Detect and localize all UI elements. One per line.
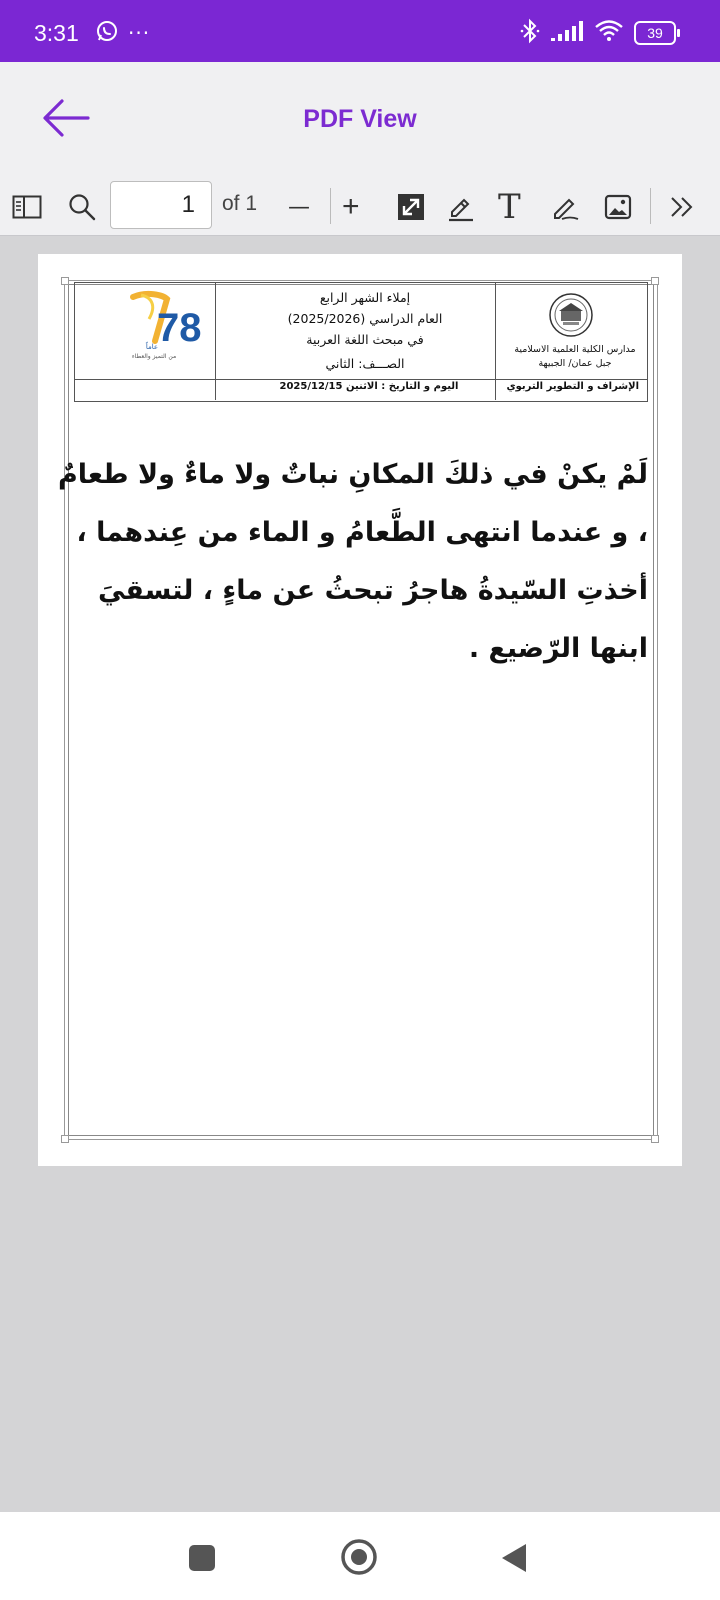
anniversary-logo-cell	[75, 283, 216, 379]
school-cell	[495, 283, 647, 379]
overflow-dots: ···	[128, 21, 151, 45]
grade: الصـــف: الثاني	[325, 356, 405, 371]
date-line: اليوم و التاريخ : الاثنين 2025/12/15	[279, 381, 459, 392]
zoom-out-button[interactable]: —	[288, 194, 310, 220]
back-icon[interactable]	[500, 1542, 528, 1578]
logo-number: 78	[157, 306, 202, 350]
pdf-page[interactable]	[38, 254, 682, 1166]
app-bar	[0, 62, 720, 178]
dictation-line-4: ابنها الرّضيع .	[468, 633, 648, 664]
subject: في مبحث اللغة العربية	[306, 332, 424, 347]
logo-caption-1: عاماً	[145, 343, 159, 351]
academic-year: العام الدراسي (2025/2026)	[287, 311, 443, 326]
bluetooth-icon	[520, 18, 540, 48]
signal-icon	[550, 20, 584, 46]
dictation-text	[57, 446, 648, 678]
navigation-bar	[0, 1512, 720, 1600]
school-location: جبل عمان/ الجبيهة	[538, 358, 612, 369]
dictation-line-1: لَمْ يكنْ في ذلكَ المكانِ نباتٌ ولا ماءٌ ولا طعامٌ	[57, 459, 648, 490]
battery-icon: 39	[634, 21, 676, 45]
school-logo	[547, 291, 595, 343]
toolbar-divider	[650, 188, 651, 224]
page-title: PDF View	[303, 105, 417, 133]
image-icon[interactable]	[604, 192, 632, 222]
dictation-line-3: أخذتِ السّيدةُ هاجرُ تبحثُ عن ماءٍ ، لتسقيَ	[97, 575, 648, 606]
pen-icon[interactable]	[550, 192, 580, 222]
more-icon[interactable]	[668, 192, 696, 222]
pdf-toolbar	[0, 178, 720, 236]
zoom-in-button[interactable]: +	[342, 190, 360, 223]
supervision-label: الإشراف و التطوير التربوي	[506, 381, 639, 392]
wifi-icon	[594, 19, 624, 47]
home-icon[interactable]	[340, 1538, 378, 1580]
status-bar	[0, 0, 720, 62]
page-border	[57, 280, 658, 1140]
exam-header	[74, 282, 648, 402]
dictation-line-2: ، و عندما انتهى الطَّعامُ و الماء من عِندهما ،	[76, 517, 648, 548]
page-total: of 1	[222, 192, 258, 215]
search-icon[interactable]	[68, 192, 96, 222]
toolbar-divider	[330, 188, 331, 224]
sidebar-icon[interactable]	[12, 192, 42, 222]
status-time: 3:31	[34, 20, 79, 46]
whatsapp-icon	[96, 20, 118, 46]
recents-icon[interactable]	[188, 1544, 216, 1576]
logo-caption-2: من التميز والعطاء	[131, 353, 177, 360]
page-number-input[interactable]: 1	[110, 181, 212, 229]
highlight-icon[interactable]	[446, 192, 476, 222]
school-name: مدارس الكلية العلمية الاسلامية	[514, 344, 636, 355]
text-icon[interactable]: T	[498, 187, 521, 227]
expand-icon[interactable]	[396, 192, 426, 222]
exam-title: إملاء الشهر الرابع	[319, 290, 411, 305]
anniversary-logo	[127, 289, 202, 363]
